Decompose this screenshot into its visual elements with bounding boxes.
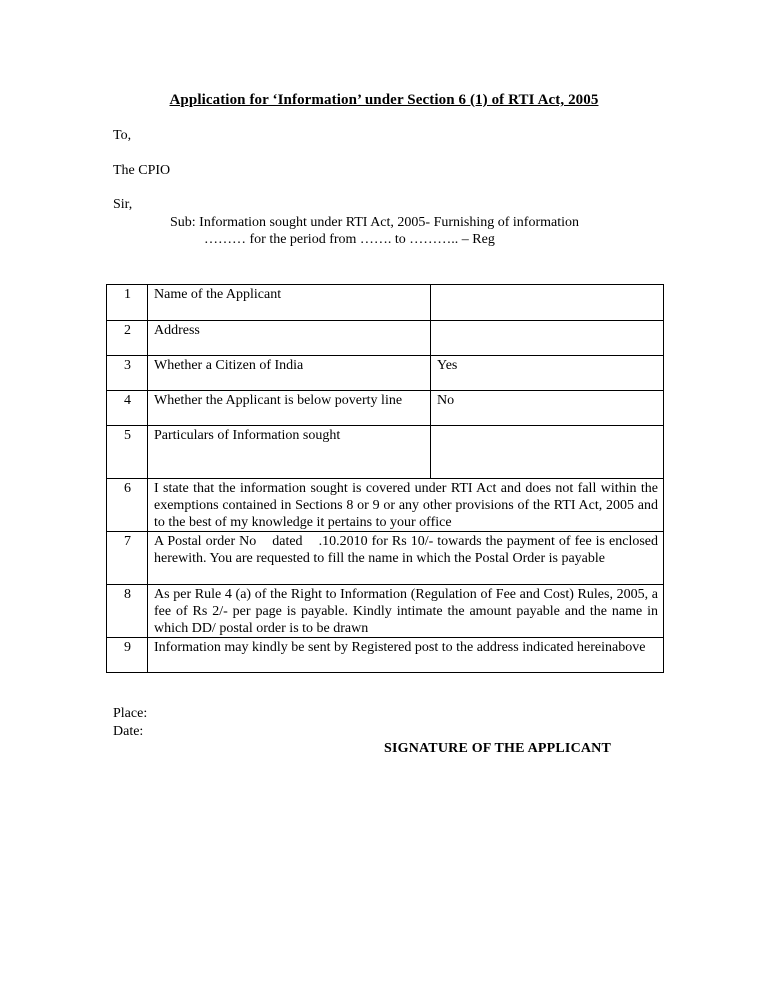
to-line: To,: [113, 128, 132, 143]
table-row: [107, 356, 664, 391]
row-label: Particulars of Information sought: [148, 426, 431, 479]
table-row: [107, 638, 664, 673]
row-value: No: [431, 391, 664, 426]
row-number: 2: [107, 321, 148, 356]
row-label: Whether the Applicant is below poverty line: [148, 391, 431, 426]
row-value: [431, 285, 664, 321]
row-number: 4: [107, 391, 148, 426]
row-statement: As per Rule 4 (a) of the Right to Information (Regulation of Fee and Cost) Rules, 2005, a fee of Rs 2/- per page is payable. Kindly intimate the amount payable and the name in which DD/ postal order is to be drawn: [148, 585, 664, 638]
table-row: [107, 321, 664, 356]
row-number: 7: [107, 532, 148, 585]
table-row: [107, 479, 664, 532]
row-number: 8: [107, 585, 148, 638]
row-label: Address: [148, 321, 431, 356]
information-table: [106, 284, 664, 673]
row-number: 9: [107, 638, 148, 673]
row-number: 6: [107, 479, 148, 532]
place-label: Place:: [113, 706, 148, 721]
table-row: [107, 285, 664, 321]
row-number: 5: [107, 426, 148, 479]
row-number: 1: [107, 285, 148, 321]
row-value: [431, 426, 664, 479]
row-statement: Information may kindly be sent by Registered post to the address indicated hereinabove: [148, 638, 664, 673]
table-row: [107, 426, 664, 479]
signature-label: SIGNATURE OF THE APPLICANT: [384, 741, 612, 756]
subject-line-1: Sub: Information sought under RTI Act, 2005- Furnishing of information: [170, 215, 580, 230]
salutation-line: Sir,: [113, 197, 133, 212]
row-number: 3: [107, 356, 148, 391]
row-value: [431, 321, 664, 356]
row-statement: A Postal order No dated .10.2010 for Rs 10/- towards the payment of fee is enclosed herewith. You are requested to fill the name in which the Postal Order is payable: [148, 532, 664, 585]
table-row: [107, 532, 664, 585]
page-title: Application for ‘Information’ under Section 6 (1) of RTI Act, 2005: [169, 92, 599, 108]
date-label: Date:: [113, 724, 144, 739]
addressee-line: The CPIO: [113, 163, 171, 178]
row-value: Yes: [431, 356, 664, 391]
subject-line-2: ……… for the period from ……. to ……….. – Reg: [204, 232, 495, 247]
table-row: [107, 391, 664, 426]
table-row: [107, 585, 664, 638]
row-label: Name of the Applicant: [148, 285, 431, 321]
subject-block: [170, 214, 579, 248]
row-label: Whether a Citizen of India: [148, 356, 431, 391]
row-statement: I state that the information sought is covered under RTI Act and does not fall within the exemptions contained in Sections 8 or 9 or any other provisions of the RTI Act, 2005 and to the best of my knowledge it pertains to your office: [148, 479, 664, 532]
